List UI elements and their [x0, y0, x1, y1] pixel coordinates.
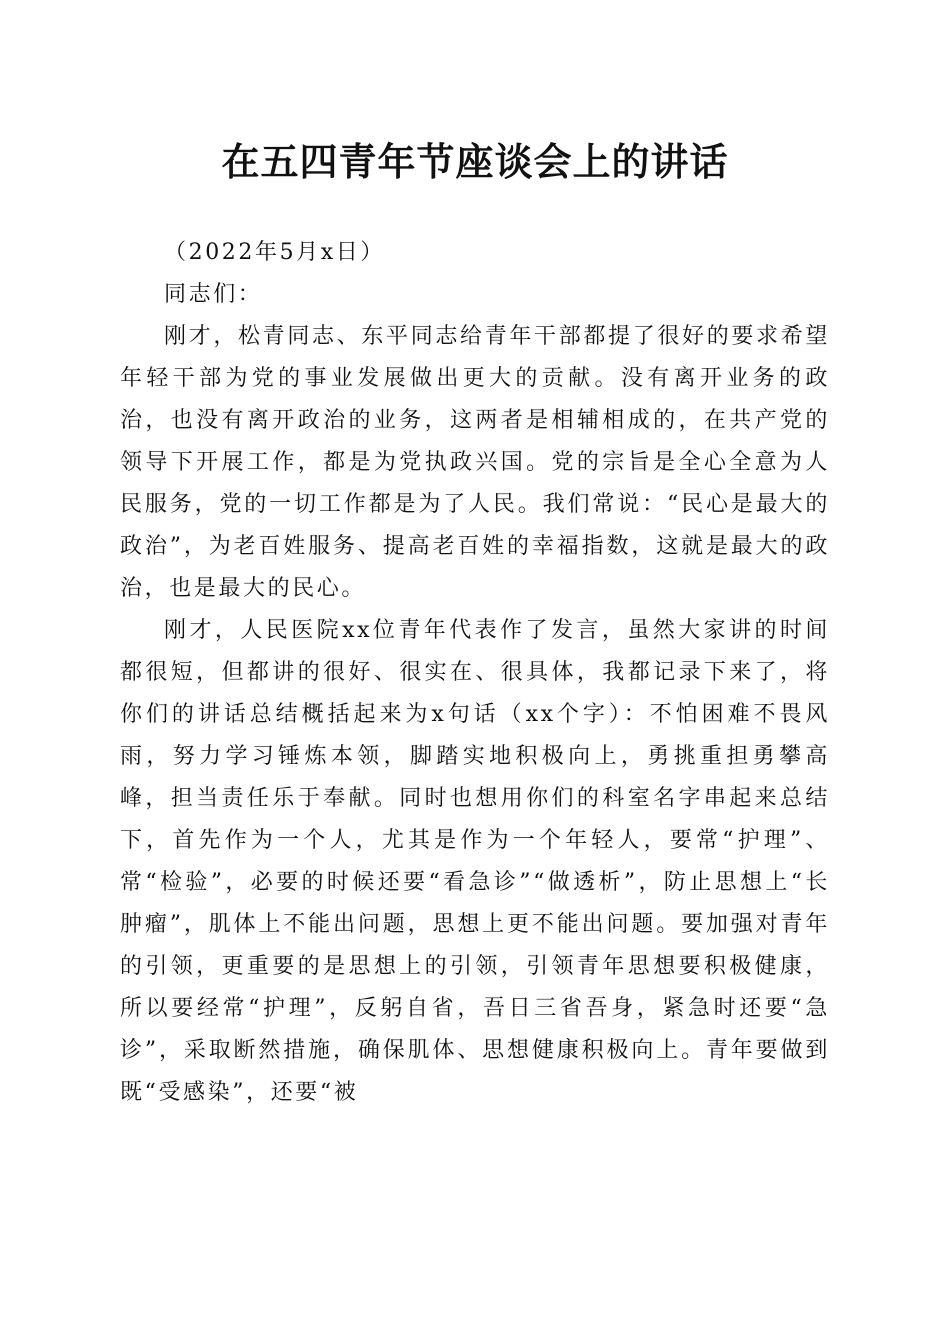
- speech-date: （2022年5月x日）: [164, 240, 385, 265]
- paragraph: 刚才，人民医院xx位青年代表作了发言，虽然大家讲的时间都很短，但都讲的很好、很实在、很具体，我都记录下来了，将你们的讲话总结概括起来为x句话（xx个字）：不怕困难不畏风雨，努力学习锤炼本领，脚踏实地积极向上，勇挑重担勇攀高峰，担当责任乐于奉献。同时也想用你们的科室名字串起来总结下，首先作为一个人，尤其是作为一个年轻人，要常“护理”、常“检验”，必要的时候还要“看急诊”“做透析”，防止思想上“长肿瘤”，肌体上不能出问题，思想上更不能出问题。要加强对青年的引领，更重要的是思想上的引领，引领青年思想要积极健康，所以要经常“护理”，反躬自省，吾日三省吾身，紧急时还要“急诊”，采取断然措施，确保肌体、思想健康积极向上。青年要做到既“受感染”，还要“被: [120, 618, 830, 1105]
- document-title: 在五四青年节座谈会上的讲话: [221, 139, 729, 184]
- document-body: [120, 232, 830, 1114]
- paragraph: 刚才，松青同志、东平同志给青年干部都提了很好的要求希望年轻干部为党的事业发展做出更大的贡献。没有离开业务的政治，也没有离开政治的业务，这两者是相辅相成的，在共产党的领导下开展工作，都是为党执政兴国。党的宗旨是全心全意为人民服务，党的一切工作都是为了人民。我们常说：“民心是最大的政治”，为老百姓服务、提高老百姓的幸福指数，这就是最大的政治，也是最大的民心。: [120, 324, 830, 601]
- salutation: 同志们：: [164, 282, 263, 307]
